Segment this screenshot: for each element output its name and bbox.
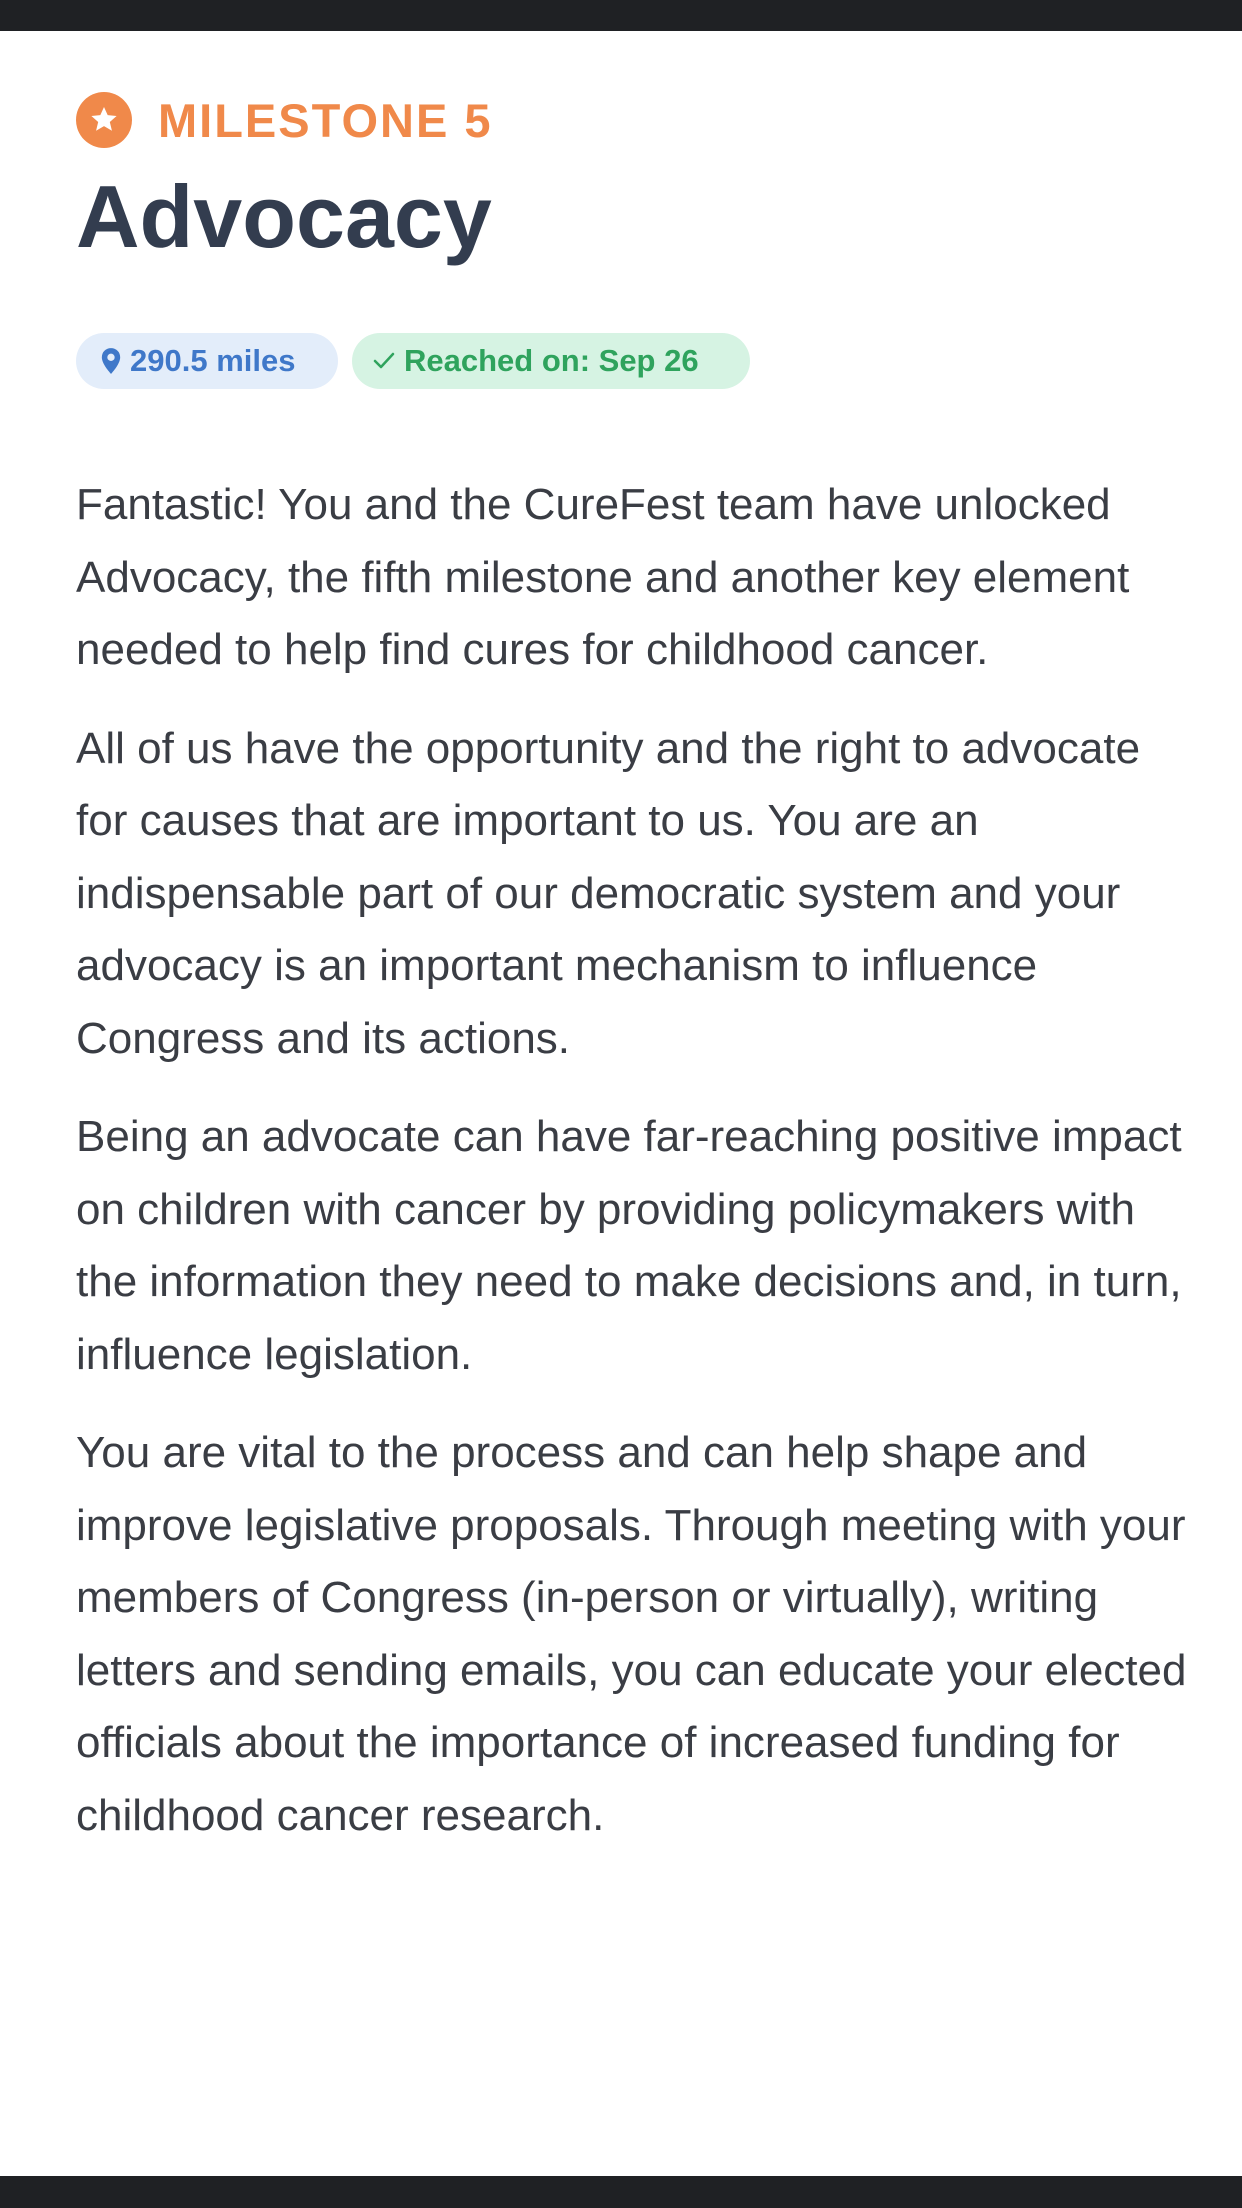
reached-badge xyxy=(352,333,750,389)
distance-badge xyxy=(76,333,338,389)
checkmark-icon xyxy=(372,351,396,371)
paragraph: You are vital to the process and can help shape and improve legislative proposals. Through meeting with your members of Congress (in-person or virtually), writing letters and sending emails, you can educate your elected officials about the importance of increased funding for childhood cancer research. xyxy=(76,1428,1187,1840)
paragraph: Being an advocate can have far-reaching positive impact on children with cancer by providing policymakers with the information they need to make decisions and, in turn, influence legislation. xyxy=(76,1112,1182,1379)
star-circle-icon xyxy=(76,92,132,148)
bottom-bar xyxy=(0,2176,1242,2208)
paragraph: Fantastic! You and the CureFest team have unlocked Advocacy, the fifth milestone and another key element needed to help find cures for childhood cancer. xyxy=(76,480,1130,674)
page-title: Advocacy xyxy=(76,167,492,266)
milestone-header xyxy=(76,88,493,152)
reached-text: Reached on: Sep 26 xyxy=(404,343,699,378)
badge-row xyxy=(76,333,750,389)
milestone-label: MILESTONE 5 xyxy=(158,93,493,147)
paragraph: All of us have the opportunity and the right to advocate for causes that are important to us. You are an indispensable part of our democratic system and your advocacy is an important mechanism to influence Congress and its actions. xyxy=(76,723,1141,1063)
top-bar xyxy=(0,0,1242,31)
milestone-description xyxy=(76,469,1196,1878)
map-pin-icon xyxy=(100,347,122,375)
distance-text: 290.5 miles xyxy=(130,343,296,378)
